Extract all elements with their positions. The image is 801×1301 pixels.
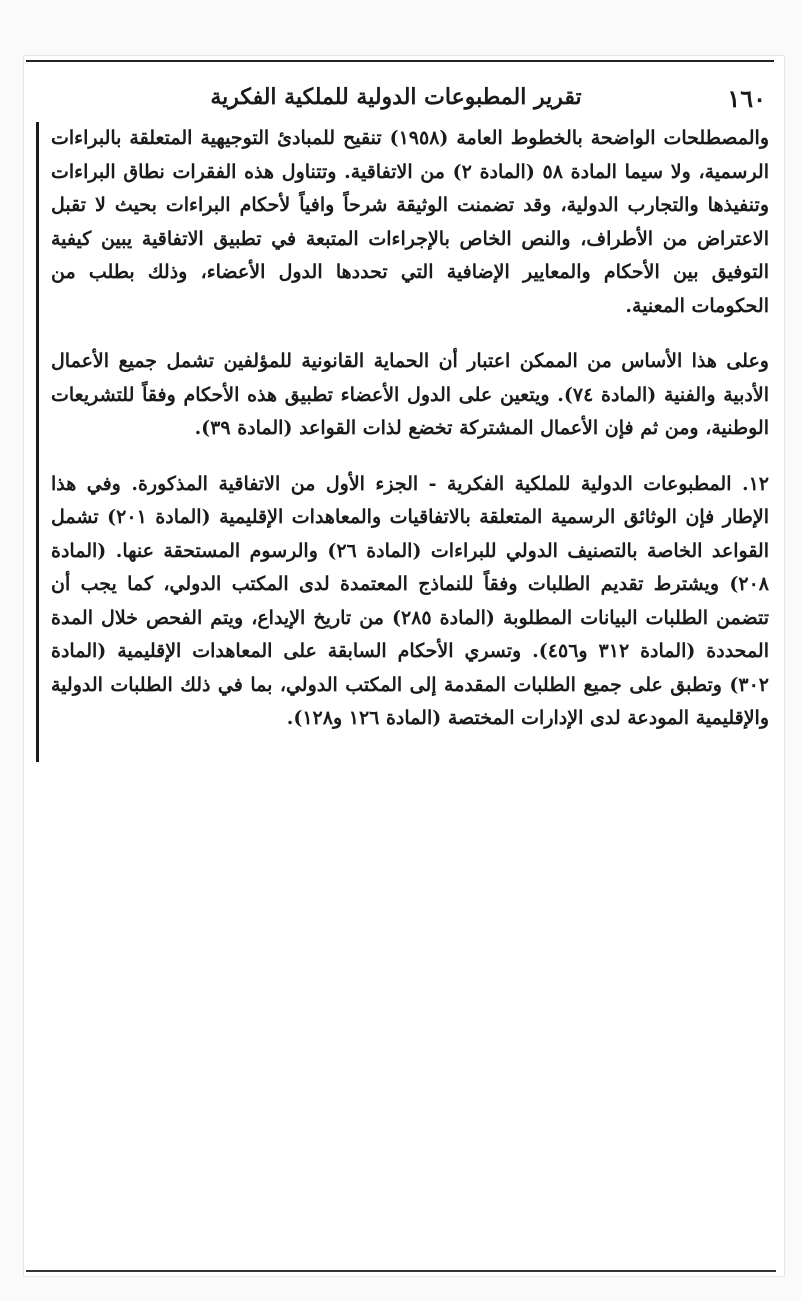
- top-rule: [26, 60, 774, 62]
- running-title: تقرير المطبوعات الدولية للملكية الفكرية: [210, 84, 582, 110]
- page-number: ١٦٠: [727, 84, 766, 113]
- bottom-rule: [26, 1270, 776, 1272]
- paragraph-3: ١٢. المطبوعات الدولية للملكية الفكرية - الجزء الأول من الاتفاقية المذكورة. وفي هذا الإطار فإن الوثائق الرسمية المتعلقة بالاتفاقيات والمعاهدات الإقليمية (المادة ٢٠١) تشمل القواعد الخاصة بالتصنيف الدولي للبراءات (المادة ٢٦) والرسوم المستحقة عنها. (المادة ٢٠٨) ويشترط تقديم الطلبات وفقاً للنماذج المعتمدة لدى المكتب الدولي، كما يجب أن تتضمن الطلبات البيانات المطلوبة (المادة ٢٨٥) من تاريخ الإيداع، ويتم الفحص خلال المدة المحددة (المادة ٣١٢ و٤٥٦). وتسري الأحكام السابقة على المعاهدات الإقليمية (المادة ٣٠٢) وتطبق على جميع الطلبات المقدمة إلى المكتب الدولي، بما في ذلك الطلبات الدولية والإقليمية المودعة لدى الإدارات المختصة (المادة ١٢٦ و١٢٨).: [51, 472, 770, 729]
- paragraph-1: والمصطلحات الواضحة بالخطوط العامة (١٩٥٨) تنقيح للمبادئ التوجيهية المتعلقة بالبراءات الرسمية، ولا سيما المادة ٥٨ (المادة ٢) من الاتفاقية. وتتناول هذه الفقرات نطاق البراءات وتنفيذها والتجارب الدولية، وقد تضمنت الوثيقة شرحاً وافياً لأحكام البراءات بحيث لا تقبل الاعتراض من الأطراف، والنص الخاص بالإجراءات المتبعة في تطبيق الاتفاقية يبين كيفية التوفيق بين الأحكام والمعايير الإضافية التي تحددها الدول الأعضاء، وذلك بطلب من الحكومات المعنية.: [51, 127, 769, 317]
- text-body: [36, 122, 771, 762]
- page-header: [36, 80, 766, 120]
- paragraph-2: وعلى هذا الأساس من الممكن اعتبار أن الحماية القانونية للمؤلفين تشمل جميع الأعمال الأدبية والفنية (المادة ٧٤). ويتعين على الدول الأعضاء تطبيق هذه الأحكام وفقاً للتشريعات الوطنية، ومن ثم فإن الأعمال المشتركة تخضع لذات القواعد (المادة ٣٩).: [51, 350, 769, 439]
